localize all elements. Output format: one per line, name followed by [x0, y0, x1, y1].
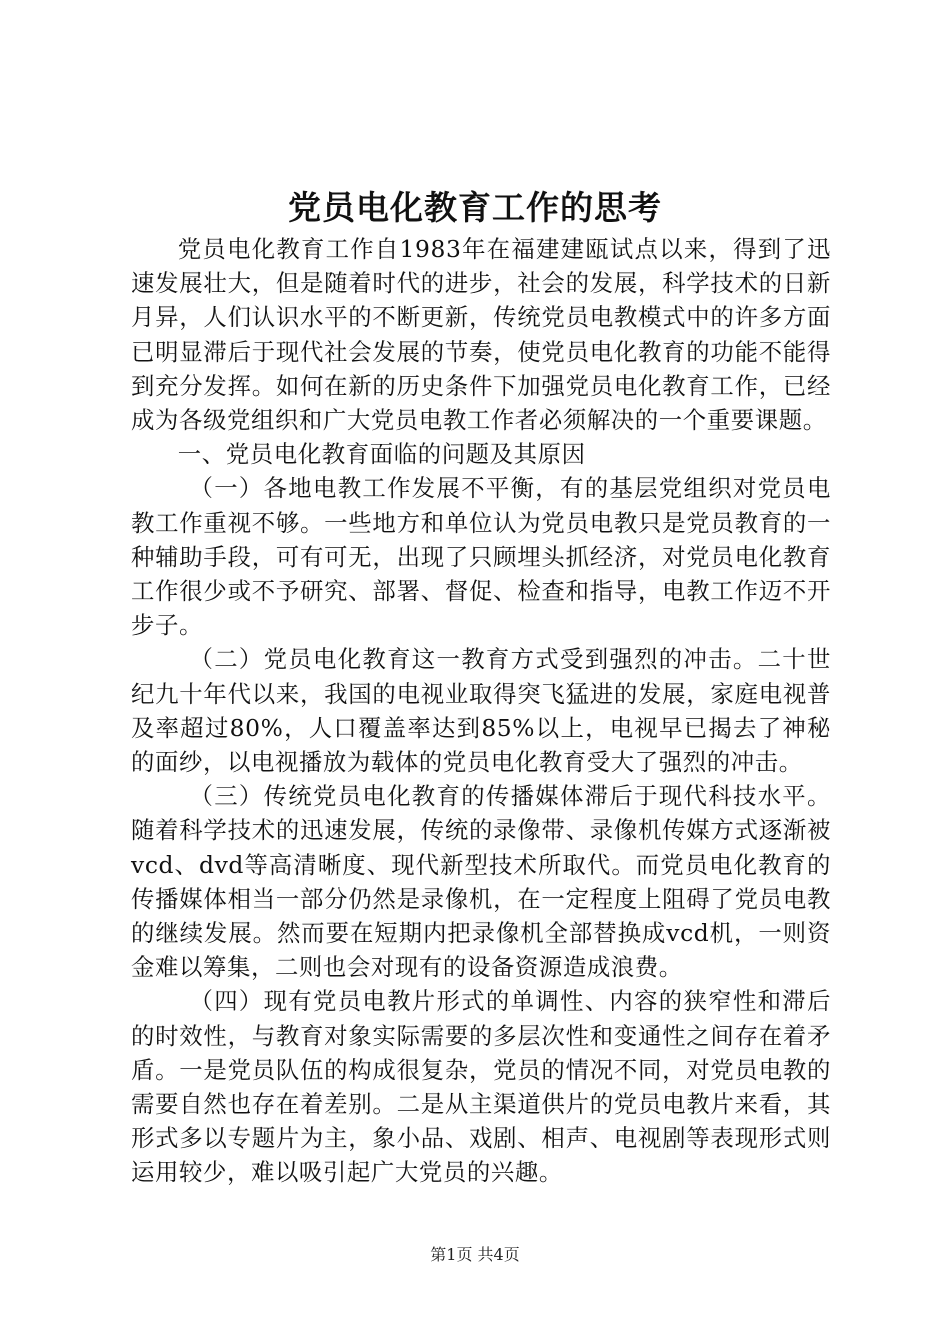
paragraph-item-3: （三）传统党员电化教育的传播媒体滞后于现代科技水平。随着科学技术的迅速发展，传统的录像带、录像机传媒方式逐渐被vcd、dvd等高清晰度、现代新型技术所取代。而党员电化教育的传播媒体相当一部分仍然是录像机，在一定程度上阻碍了党员电教的继续发展。然而要在短期内把录像机全部替换成vcd机，一则资金难以筹集，二则也会对现有的设备资源造成浪费。: [131, 782, 831, 982]
paragraph-item-1: （一）各地电教工作发展不平衡，有的基层党组织对党员电教工作重视不够。一些地方和单位认为党员电教只是党员教育的一种辅助手段，可有可无，出现了只顾埋头抓经济，对党员电化教育工作很少或不予研究、部署、督促、检查和指导，电教工作迈不开步子。: [131, 474, 831, 640]
page-number-footer: 第1页 共4页: [430, 1245, 520, 1264]
document-body: [131, 232, 831, 1190]
document-title: 党员电化教育工作的思考: [288, 188, 662, 227]
section-heading: 一、党员电化教育面临的问题及其原因: [177, 440, 586, 469]
paragraph-item-2: （二）党员电化教育这一教育方式受到强烈的冲击。二十世纪九十年代以来，我国的电视业取得突飞猛进的发展，家庭电视普及率超过80%，人口覆盖率达到85%以上，电视早已揭去了神秘的面纱，以电视播放为载体的党员电化教育受大了强烈的冲击。: [131, 645, 831, 777]
intro-paragraph: 党员电化教育工作自1983年在福建建瓯试点以来，得到了迅速发展壮大，但是随着时代的进步，社会的发展，科学技术的日新月异，人们认识水平的不断更新，传统党员电教模式中的许多方面已明显滞后于现代社会发展的节奏，使党员电化教育的功能不能得到充分发挥。如何在新的历史条件下加强党员电化教育工作，已经成为各级党组织和广大党员电教工作者必须解决的一个重要课题。: [131, 235, 831, 435]
paragraph-item-4: （四）现有党员电教片形式的单调性、内容的狭窄性和滞后的时效性，与教育对象实际需要的多层次性和变通性之间存在着矛盾。一是党员队伍的构成很复杂，党员的情况不同，对党员电教的需要自然也存在着差别。二是从主渠道供片的党员电教片来看，其形式多以专题片为主，象小品、戏剧、相声、电视剧等表现形式则运用较少，难以吸引起广大党员的兴趣。: [131, 987, 831, 1187]
